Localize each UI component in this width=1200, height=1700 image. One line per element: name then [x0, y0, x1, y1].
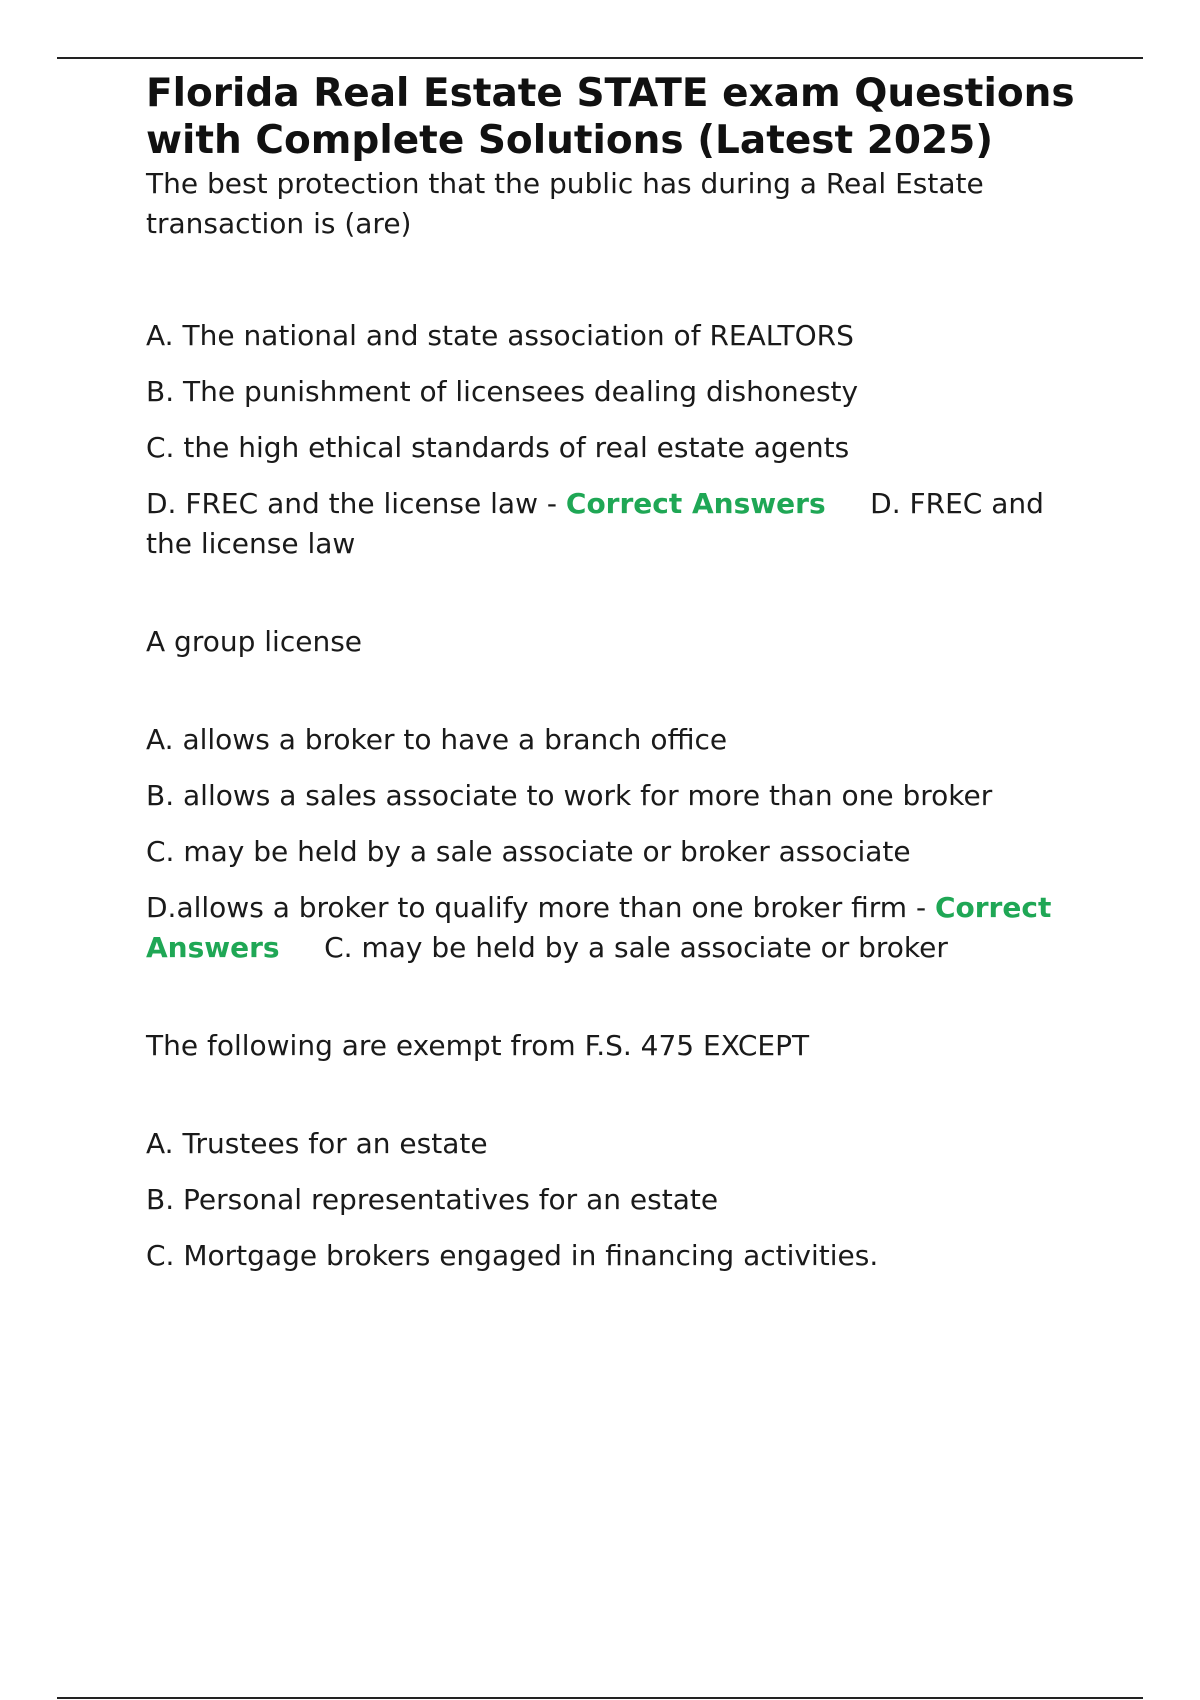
- question-block-2: [146, 622, 1076, 968]
- option-c: C. Mortgage brokers engaged in financing activities.: [146, 1239, 879, 1272]
- option-d: D. FREC and the license law -: [146, 487, 566, 520]
- question-prompt: The best protection that the public has during a Real Estate transaction is (are): [146, 167, 984, 240]
- option-b: B. The punishment of licensees dealing dishonesty: [146, 375, 859, 408]
- option-list: [146, 316, 1076, 564]
- option-d: D.allows a broker to qualify more than one broker firm -: [146, 891, 935, 924]
- question-block-1: [146, 164, 1076, 564]
- option-c: C. the high ethical standards of real estate agents: [146, 431, 850, 464]
- correct-answers-label: Correct Answers: [565, 487, 826, 520]
- document-page: [146, 70, 1076, 1276]
- option-a: A. allows a broker to have a branch office: [146, 723, 728, 756]
- document-title: Florida Real Estate STATE exam Questions with Complete Solutions (Latest 2025): [146, 71, 1075, 163]
- header-rule: [57, 57, 1143, 59]
- option-list: [146, 720, 1076, 968]
- option-d-with-answer: [146, 888, 1076, 968]
- answer-text: C. may be held by a sale associate or broker: [324, 931, 948, 964]
- option-a: A. The national and state association of REALTORS: [146, 319, 854, 352]
- option-b: B. allows a sales associate to work for more than one broker: [146, 779, 993, 812]
- footer-rule: [57, 1697, 1143, 1699]
- option-c: C. may be held by a sale associate or broker associate: [146, 835, 911, 868]
- question-prompt: The following are exempt from F.S. 475 EXCEPT: [146, 1029, 810, 1062]
- answer-text: D. FREC and the license law: [146, 487, 1044, 560]
- option-list: [146, 1124, 1076, 1276]
- option-a: A. Trustees for an estate: [146, 1127, 488, 1160]
- correct-answers-label: Correct Answers: [146, 891, 1052, 964]
- question-prompt: A group license: [146, 625, 363, 658]
- option-b: B. Personal representatives for an estate: [146, 1183, 719, 1216]
- option-d-with-answer: [146, 484, 1076, 564]
- question-block-3: [146, 1026, 1076, 1276]
